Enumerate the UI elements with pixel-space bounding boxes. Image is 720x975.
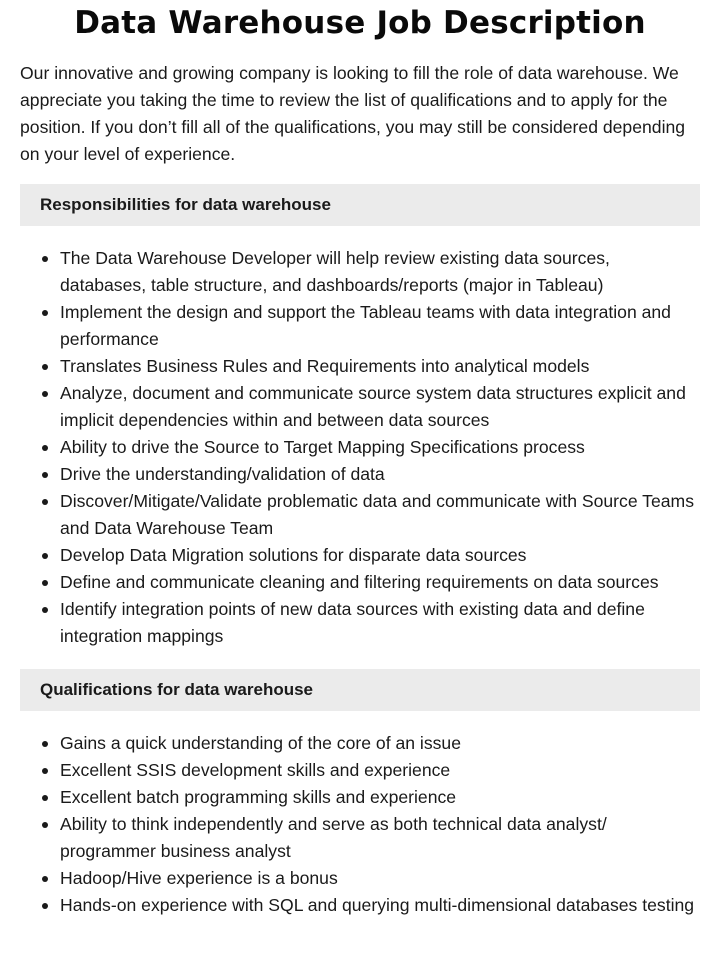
list-item: Translates Business Rules and Requirements into analytical models bbox=[20, 353, 700, 380]
list-item: Hadoop/Hive experience is a bonus bbox=[20, 865, 700, 892]
responsibilities-list bbox=[20, 245, 700, 650]
list-item: Ability to think independently and serve as both technical data analyst/ programmer business analyst bbox=[20, 811, 700, 865]
list-item: Define and communicate cleaning and filtering requirements on data sources bbox=[20, 569, 700, 596]
list-item: Excellent SSIS development skills and experience bbox=[20, 757, 700, 784]
list-item: Gains a quick understanding of the core of an issue bbox=[20, 730, 700, 757]
list-item: The Data Warehouse Developer will help review existing data sources, databases, table structure, and dashboards/reports (major in Tableau) bbox=[20, 245, 700, 299]
page-title: Data Warehouse Job Description bbox=[74, 5, 646, 41]
list-item: Ability to drive the Source to Target Mapping Specifications process bbox=[20, 434, 700, 461]
list-item: Hands-on experience with SQL and querying multi-dimensional databases testing bbox=[20, 892, 700, 919]
list-item: Analyze, document and communicate source system data structures explicit and implicit dependencies within and between data sources bbox=[20, 380, 700, 434]
list-item: Discover/Mitigate/Validate problematic data and communicate with Source Teams and Data Warehouse Team bbox=[20, 488, 700, 542]
responsibilities-heading: Responsibilities for data warehouse bbox=[20, 184, 700, 226]
list-item: Identify integration points of new data sources with existing data and define integration mappings bbox=[20, 596, 700, 650]
intro-paragraph: Our innovative and growing company is looking to fill the role of data warehouse. We appreciate you taking the time to review the list of qualifications and to apply for the position. If you don’t fill all of the qualifications, you may still be considered depending on your level of experience. bbox=[20, 63, 686, 164]
list-item: Drive the understanding/validation of data bbox=[20, 461, 700, 488]
list-item: Implement the design and support the Tableau teams with data integration and performance bbox=[20, 299, 700, 353]
qualifications-heading: Qualifications for data warehouse bbox=[20, 669, 700, 711]
qualifications-list bbox=[20, 730, 700, 919]
list-item: Develop Data Migration solutions for disparate data sources bbox=[20, 542, 700, 569]
list-item: Excellent batch programming skills and experience bbox=[20, 784, 700, 811]
